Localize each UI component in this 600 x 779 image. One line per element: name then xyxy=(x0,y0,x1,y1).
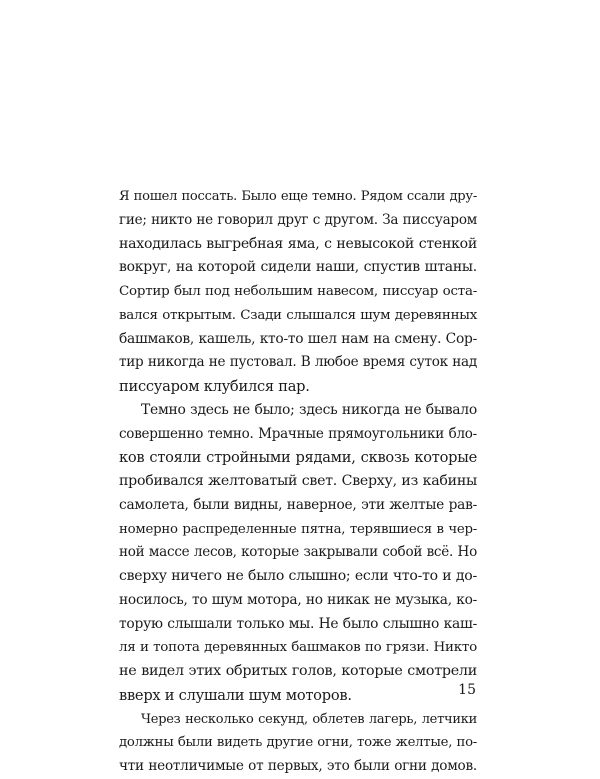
text-line: сверху ничего не было слышно; если что-то и до- xyxy=(119,568,477,584)
text-line: совершенно темно. Мрачные прямоугольники бло- xyxy=(119,425,477,442)
page-number: 15 xyxy=(458,682,476,698)
text-line: не видел этих обритых голов, которые смотрели xyxy=(119,663,477,679)
text-line: ной массе лесов, которые закрывали собой всё. Но xyxy=(119,544,477,561)
text-line: вверх и слушали шум моторов. xyxy=(119,686,352,704)
text-line: Я пошел поссать. Было еще темно. Рядом ссали дру- xyxy=(119,189,477,204)
text-line: чти неотличимые от первых, это были огни домов. xyxy=(119,758,477,774)
text-line: тир никогда не пустовал. В любое время суток над xyxy=(119,354,477,371)
text-line: Темно здесь не было; здесь никогда не бывало xyxy=(141,401,477,418)
text-line: писсуаром клубился пар. xyxy=(119,378,310,395)
text-line: должны были видеть другие огни, тоже желтые, по- xyxy=(119,735,477,751)
text-line: находилась выгребная яма, с невысокой стенкой xyxy=(119,235,477,252)
text-line: ков стояли стройными рядами, сквозь которые xyxy=(119,449,477,467)
text-line: гие; никто не говорил друг с другом. За писсуаром xyxy=(119,211,477,228)
text-line: пробивался желтоватый свет. Сверху, из кабины xyxy=(119,473,477,489)
text-line: номерно распределенные пятна, терявшиеся в чер- xyxy=(119,521,477,537)
text-line: башмаков, кашель, кто-то шел нам на смену. Сор- xyxy=(119,330,477,347)
paragraph-1 xyxy=(119,185,477,399)
body-text xyxy=(119,185,477,779)
text-line: Сортир был под небольшим навесом, писсуар оста- xyxy=(119,284,477,299)
text-line: Через несколько секунд, облетев лагерь, летчики xyxy=(141,711,477,727)
text-line: носилось, то шум мотора, но никак не музыка, ко- xyxy=(119,591,477,608)
text-line: торую слышали только мы. Не было слышно каш- xyxy=(119,615,477,632)
text-line: вокруг, на которой сидели наши, спустив штаны. xyxy=(119,259,477,276)
paragraph-3 xyxy=(119,708,477,779)
text-line: самолета, были видны, наверное, эти желтые рав- xyxy=(119,496,477,513)
text-line: ля и топота деревянных башмаков по грязи. Никто xyxy=(119,639,477,656)
text-line: вался открытым. Сзади слышался шум деревянных xyxy=(119,307,477,323)
paragraph-2 xyxy=(119,399,477,708)
